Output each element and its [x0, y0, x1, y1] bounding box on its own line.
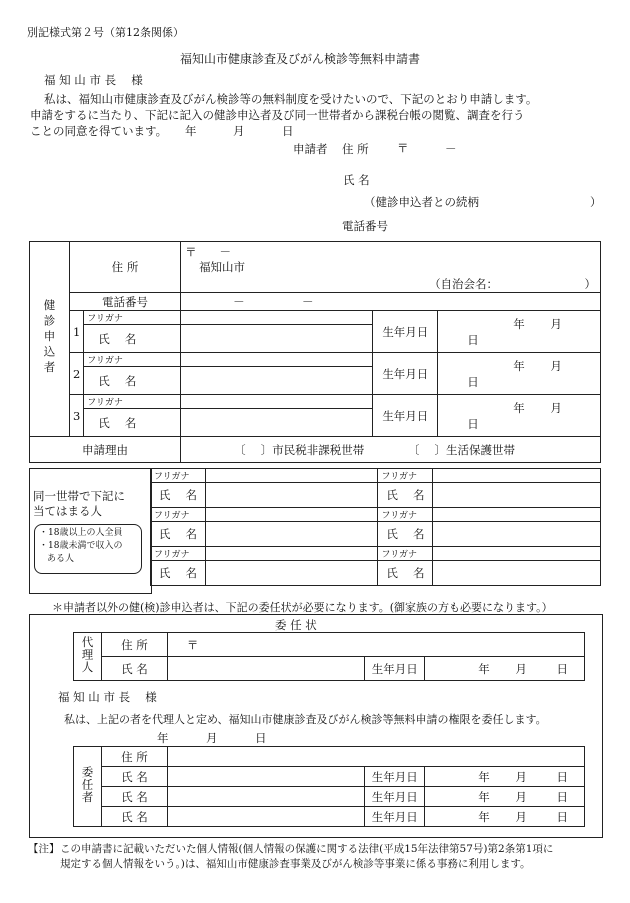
birth-month: 月 [550, 400, 562, 415]
birth-day: 日 [556, 661, 569, 676]
birth-year: 年 [513, 316, 525, 331]
household-furigana-2a: フリガナ [151, 508, 206, 522]
principal-2-birth-label: 生年月日 [365, 787, 425, 807]
birth-month: 月 [550, 358, 562, 373]
birth-day: 日 [467, 374, 479, 389]
examinee-row-1-name-label: 氏 名 [84, 325, 181, 353]
household-furigana-2b: フリガナ [378, 508, 433, 522]
examinee-jichikai-close: ） [584, 277, 596, 291]
birth-month: 月 [515, 789, 527, 804]
agent-name-field[interactable] [167, 657, 364, 681]
principal-1-name-field[interactable] [167, 767, 364, 787]
household-name-1a: 氏 名 [151, 483, 206, 508]
household-furigana-field-2b[interactable] [433, 508, 601, 522]
birth-day: 日 [556, 769, 569, 784]
birth-year: 年 [478, 809, 490, 824]
principal-2-name-field[interactable] [167, 787, 364, 807]
proxy-addressee: 福 知 山 市 長 様 [58, 690, 157, 704]
intro-line-3: ことの同意を得ています。 [30, 124, 168, 138]
examinee-side-label: 健診申込者 [30, 242, 70, 437]
examinee-row-1-birth-field[interactable] [438, 311, 601, 353]
principal-1-birth-label: 生年月日 [365, 767, 425, 787]
birth-day: 日 [467, 416, 479, 431]
principal-3-name-field[interactable] [167, 807, 364, 827]
examinee-row-2-furigana-label: フリガナ [84, 353, 181, 367]
examinee-row-2-birth-label: 生年月日 [373, 353, 438, 395]
household-furigana-field-3b[interactable] [433, 547, 601, 561]
household-name-field-2a[interactable] [205, 522, 378, 547]
principal-label: 委任者 [74, 747, 102, 827]
birth-month: 月 [515, 769, 527, 784]
note-line-2: 規定する個人情報をいう。)は、福知山市健康診査事業及びがん検診等事業に係る事務に利用します。 [60, 858, 531, 870]
birth-year: 年 [478, 661, 490, 676]
principal-1-birth-field[interactable] [425, 767, 585, 787]
household-note-3: ある人 [47, 554, 75, 564]
birth-month: 月 [515, 661, 527, 676]
proxy-date-day: 日 [255, 731, 267, 745]
addressee: 福 知 山 市 長 様 [44, 73, 143, 87]
examinee-phone-field[interactable]: － － [181, 293, 601, 311]
household-label-1: 同一世帯で下記に [33, 489, 125, 503]
examinee-row-3-birth-label: 生年月日 [373, 395, 438, 437]
reason-option-seikatsuhogo[interactable]: 〔 〕生活保護世帯 [407, 442, 516, 457]
agent-birth-field[interactable] [425, 657, 585, 681]
agent-postal: 〒 [186, 637, 199, 652]
household-label-2: 当てはまる人 [33, 504, 102, 518]
examinee-row-2-furigana-field[interactable] [181, 353, 373, 367]
applicant-postal-mark: 〒 [397, 141, 409, 155]
household-furigana-1b: フリガナ [378, 469, 433, 483]
examinee-row-1-furigana-field[interactable] [181, 311, 373, 325]
reason-option-hikazei[interactable]: 〔 〕市民税非課税世帯 [234, 442, 365, 457]
reason-options [181, 437, 601, 463]
intro-line-1: 私は、福知山市健康診査及びがん検診等の無料制度を受けたいので、下記のとおり申請します。 [44, 92, 538, 106]
agent-address-field[interactable] [167, 633, 584, 657]
agent-name-label: 氏 名 [101, 657, 167, 681]
birth-day: 日 [556, 789, 569, 804]
principal-3-birth-field[interactable] [425, 807, 585, 827]
examinee-row-2-name-label: 氏 名 [84, 367, 181, 395]
proxy-date-year: 年 [157, 731, 169, 745]
applicant-phone-label: 電話番号 [342, 219, 388, 233]
household-name-3a: 氏 名 [151, 561, 206, 586]
principal-3-birth-label: 生年月日 [365, 807, 425, 827]
principal-1-name-label: 氏 名 [101, 767, 167, 787]
agent-label: 代理人 [74, 633, 102, 681]
household-name-3b: 氏 名 [378, 561, 433, 586]
examinee-row-2-name-field[interactable] [181, 367, 373, 395]
household-name-2a: 氏 名 [151, 522, 206, 547]
household-note-box [34, 524, 142, 574]
examinee-address-field[interactable] [181, 242, 601, 293]
birth-year: 年 [513, 358, 525, 373]
examinee-phone-label: 電話番号 [69, 293, 180, 311]
principal-address-label: 住 所 [101, 747, 167, 767]
household-table [150, 468, 601, 586]
examinee-row-3-name-field[interactable] [181, 409, 373, 437]
principal-2-name-label: 氏 名 [101, 787, 167, 807]
proxy-statement: 私は、上記の者を代理人と定め、福知山市健康診査及びがん検診等無料申請の権限を委任します。 [64, 713, 547, 726]
household-note-2: ・18歳未満で収入の [39, 541, 123, 551]
household-name-field-1b[interactable] [433, 483, 601, 508]
applicant-address-label: 住 所 [342, 142, 369, 156]
examinee-row-3-name-label: 氏 名 [84, 409, 181, 437]
agent-table [73, 632, 585, 681]
household-note-1: ・18歳以上の人全員 [39, 528, 123, 538]
examinee-row-3-birth-field[interactable] [438, 395, 601, 437]
agent-birth-label: 生年月日 [365, 657, 425, 681]
birth-year: 年 [478, 789, 490, 804]
applicant-postal-dash: － [445, 142, 457, 156]
examinee-row-2-birth-field[interactable] [438, 353, 601, 395]
note-line-1: この申請書に記載いただいた個人情報(個人情報の保護に関する法律(平成15年法律第57号)第2条第1項に [60, 843, 554, 855]
household-name-field-2b[interactable] [433, 522, 601, 547]
proxy-notice: ＊申請者以外の健(検)診申込者は、下記の委任状が必要になります。(御家族の方も必要になります。） [52, 601, 553, 614]
date-year: 年 [185, 124, 197, 138]
examinee-row-3-no: 3 [69, 395, 83, 437]
household-furigana-3a: フリガナ [151, 547, 206, 561]
household-furigana-field-1a[interactable] [205, 469, 378, 483]
household-name-1b: 氏 名 [378, 483, 433, 508]
birth-day: 日 [556, 809, 569, 824]
household-furigana-1a: フリガナ [151, 469, 206, 483]
principal-address-field[interactable] [167, 747, 584, 767]
birth-month: 月 [515, 809, 527, 824]
principal-3-name-label: 氏 名 [101, 807, 167, 827]
examinee-row-1-no: 1 [69, 311, 83, 353]
principal-2-birth-field[interactable] [425, 787, 585, 807]
applicant-relation-label: （健診申込者との続柄 [364, 195, 479, 209]
household-furigana-field-2a[interactable] [205, 508, 378, 522]
household-name-field-1a[interactable] [205, 483, 378, 508]
household-name-field-3b[interactable] [433, 561, 601, 586]
examinee-jichikai: （自治会名： [429, 277, 499, 291]
intro-line-2: 申請をするに当たり、下記に記入の健診申込者及び同一世帯者から課税台帳の閲覧、調査を行う [30, 108, 525, 122]
date-day: 日 [282, 124, 294, 138]
principal-table [73, 746, 585, 827]
household-furigana-field-1b[interactable] [433, 469, 601, 483]
examinee-address-label: 住 所 [69, 242, 180, 293]
birth-day: 日 [467, 332, 479, 347]
examinee-row-3-furigana-field[interactable] [181, 395, 373, 409]
date-month: 月 [233, 124, 245, 138]
birth-year: 年 [478, 769, 490, 784]
household-furigana-3b: フリガナ [378, 547, 433, 561]
applicant-label: 申請者 [293, 142, 328, 156]
applicant-relation-close: ） [590, 195, 602, 209]
applicant-name-label: 氏 名 [343, 173, 370, 187]
examinee-row-2-no: 2 [69, 353, 83, 395]
household-furigana-field-3a[interactable] [205, 547, 378, 561]
examinee-row-1-furigana-label: フリガナ [84, 311, 181, 325]
examinee-city: 福知山市 [199, 260, 246, 274]
household-name-field-3a[interactable] [205, 561, 378, 586]
reason-label: 申請理由 [30, 437, 181, 463]
agent-address-label: 住 所 [101, 633, 167, 657]
examinee-row-3-furigana-label: フリガナ [84, 395, 181, 409]
note-label: 【注】 [28, 843, 60, 855]
page-title: 福知山市健康診査及びがん検診等無料申請書 [180, 52, 421, 66]
proxy-title: 委 任 状 [275, 618, 317, 632]
household-name-2b: 氏 名 [378, 522, 433, 547]
examinee-table [29, 241, 601, 463]
birth-month: 月 [550, 316, 562, 331]
household-label-cell [29, 468, 152, 594]
examinee-postal: 〒 － [185, 245, 232, 259]
proxy-date-month: 月 [206, 731, 218, 745]
birth-year: 年 [513, 400, 525, 415]
examinee-row-1-birth-label: 生年月日 [373, 311, 438, 353]
form-number: 別記様式第２号（第12条関係） [27, 26, 184, 39]
examinee-row-1-name-field[interactable] [181, 325, 373, 353]
